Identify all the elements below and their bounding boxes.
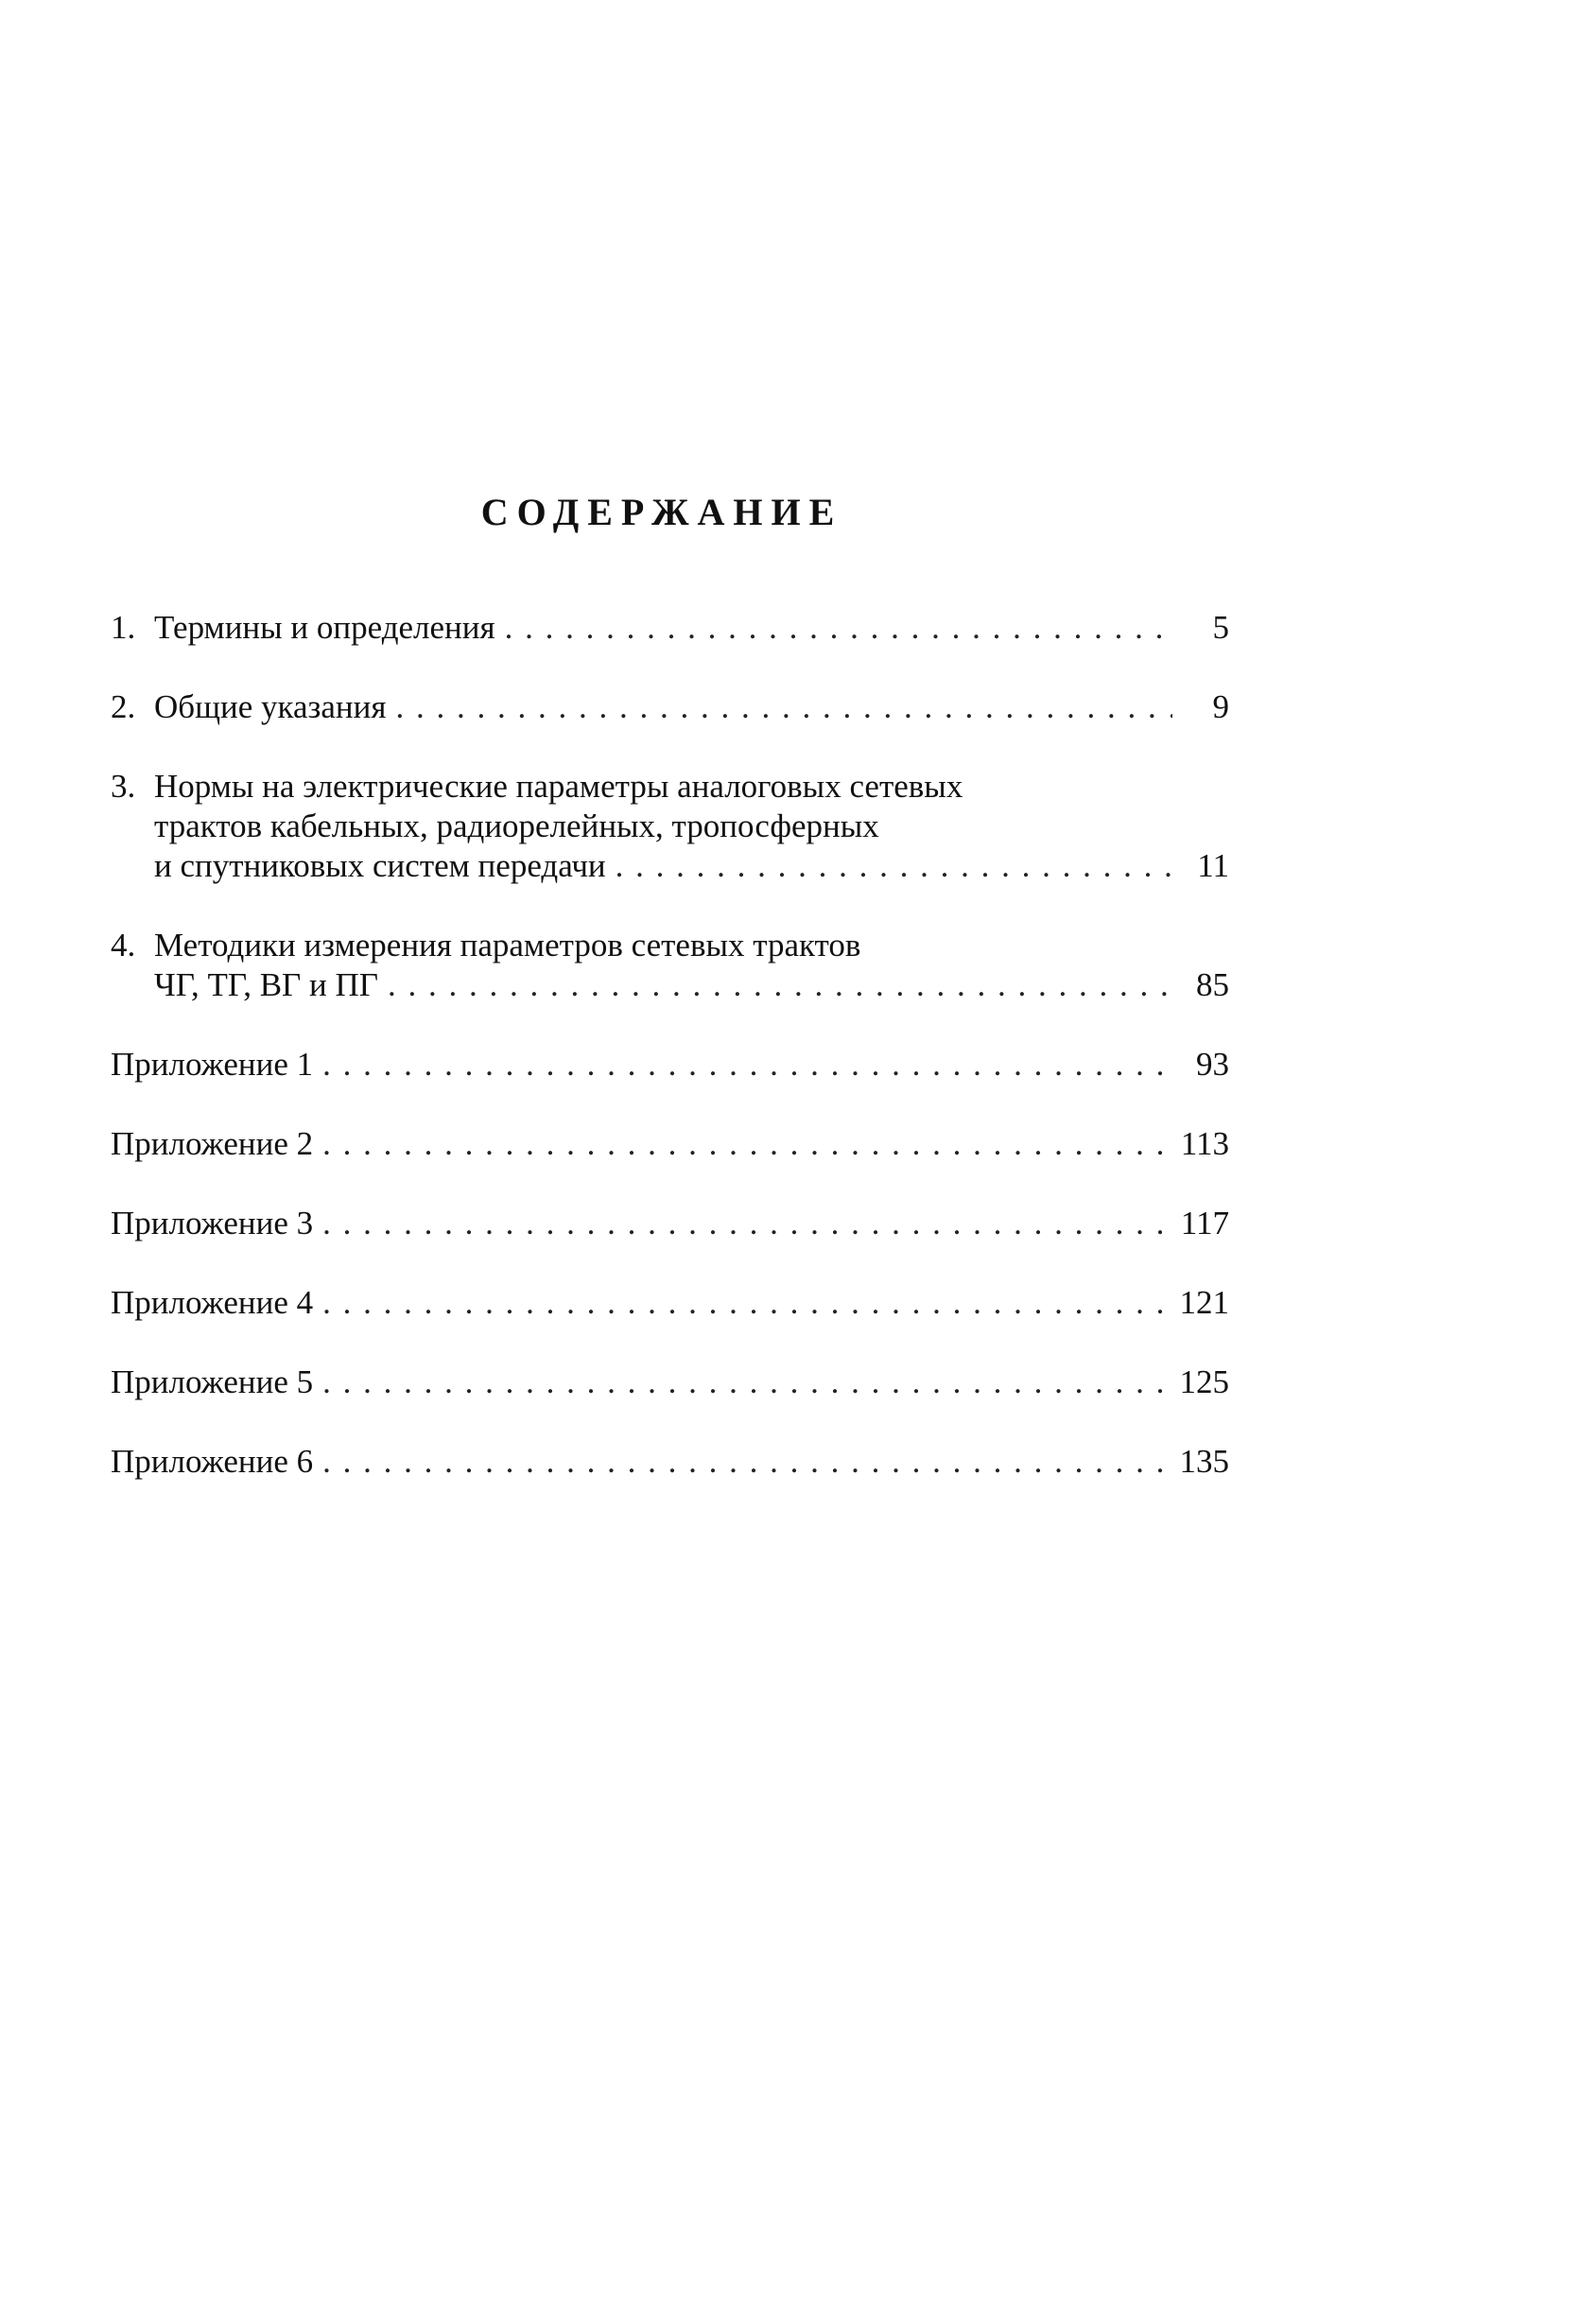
toc-entry-number: 1. [111, 609, 136, 646]
dot-leader [395, 687, 1172, 727]
toc-entry-label: Приложение 2 [111, 1125, 314, 1162]
dot-leader [322, 1363, 1171, 1402]
dot-leader [505, 608, 1172, 648]
toc-page-number: 135 [1179, 1443, 1229, 1480]
toc-entry-appendix-1 [111, 1045, 1229, 1085]
toc-entry-label: Приложение 4 [111, 1284, 314, 1321]
dot-leader [388, 965, 1172, 1005]
dot-leader [322, 1442, 1171, 1482]
toc-entry-appendix-6 [111, 1442, 1229, 1482]
toc-entry-label: Приложение 5 [111, 1363, 314, 1400]
toc-page-number: 121 [1179, 1284, 1229, 1321]
page-title: СОДЕРЖАНИЕ [480, 491, 843, 533]
toc-entry-appendix-3 [111, 1204, 1229, 1243]
dot-leader [616, 846, 1172, 886]
dot-leader [322, 1204, 1172, 1243]
toc-page-number: 5 [1212, 609, 1229, 646]
toc-entry-label: Приложение 1 [111, 1046, 314, 1083]
toc-entry-label: Приложение 3 [111, 1205, 314, 1241]
toc-page-number: 85 [1196, 966, 1229, 1003]
toc-entry-label: 4. Методики измерения параметров сетевых трактов [111, 927, 861, 964]
toc-page-number: 113 [1180, 1125, 1229, 1162]
toc-entry-label: 1. Термины и определения [111, 609, 495, 646]
toc-entry-label-continuation: трактов кабельных, радиорелейных, тропосферных [154, 807, 879, 844]
toc-entry-label: 3. Нормы на электрические параметры аналоговых сетевых [111, 768, 963, 805]
toc-entry-number: 4. [111, 927, 136, 964]
toc-entry-appendix-4 [111, 1283, 1229, 1323]
toc-entry-1 [111, 608, 1229, 648]
toc-page-number: 125 [1179, 1363, 1229, 1400]
toc-entry-3 [111, 767, 1229, 886]
toc-entry-number: 3. [111, 768, 136, 805]
toc-entry-2 [111, 687, 1229, 727]
dot-leader [322, 1045, 1172, 1085]
toc-page-number: 11 [1197, 847, 1229, 884]
toc-page-number: 9 [1212, 688, 1229, 725]
table-of-contents [111, 608, 1229, 1521]
toc-entry-appendix-2 [111, 1124, 1229, 1164]
toc-entry-4 [111, 926, 1229, 1005]
toc-entry-appendix-5 [111, 1363, 1229, 1402]
dot-leader [322, 1124, 1172, 1164]
toc-entry-label-continuation: и спутниковых систем передачи [154, 847, 606, 884]
dot-leader [322, 1283, 1171, 1323]
toc-page-number: 117 [1180, 1205, 1229, 1241]
toc-page-number: 93 [1196, 1046, 1229, 1083]
toc-entry-label-continuation: ЧГ, ТГ, ВГ и ПГ [154, 966, 379, 1003]
toc-entry-label: 2. Общие указания [111, 688, 387, 725]
toc-entry-number: 2. [111, 688, 136, 725]
toc-entry-label: Приложение 6 [111, 1443, 314, 1480]
